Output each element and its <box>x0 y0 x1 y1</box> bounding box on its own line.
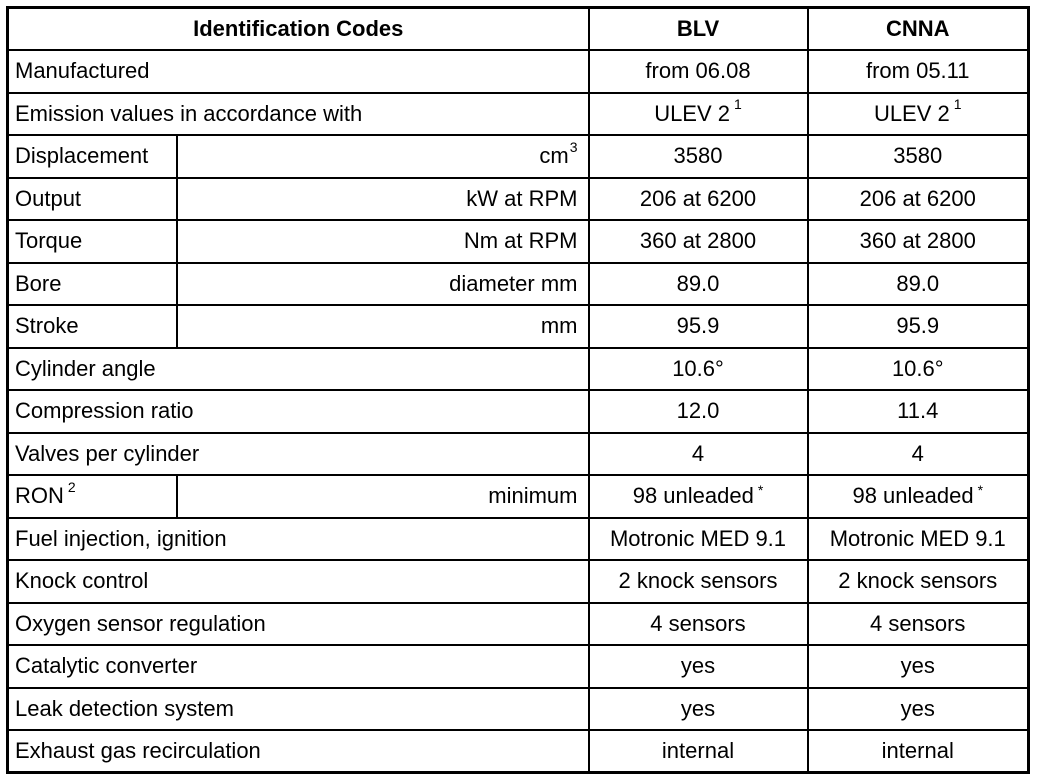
table-row <box>8 348 1029 391</box>
cnna-value: yes <box>808 688 1029 731</box>
cnna-value: yes <box>808 645 1029 688</box>
row-label: Output <box>8 178 177 221</box>
blv-value: 4 <box>589 433 808 476</box>
footnote-marker: 1 <box>953 96 962 113</box>
table-row <box>8 433 1029 476</box>
blv-value <box>589 93 808 136</box>
cnna-value: Motronic MED 9.1 <box>808 518 1029 561</box>
row-label: Manufactured <box>8 50 589 93</box>
row-label: Leak detection system <box>8 688 589 731</box>
table-row <box>8 560 1029 603</box>
blv-value: 2 knock sensors <box>589 560 808 603</box>
cnna-value-text: ULEV 2 <box>873 100 950 126</box>
table-row <box>8 305 1029 348</box>
header-blv: BLV <box>589 8 808 51</box>
row-label: Valves per cylinder <box>8 433 589 476</box>
table-row <box>8 603 1029 646</box>
cnna-value: 11.4 <box>808 390 1029 433</box>
row-label: Fuel injection, ignition <box>8 518 589 561</box>
table-row <box>8 135 1029 178</box>
row-label: Stroke <box>8 305 177 348</box>
table-row <box>8 688 1029 731</box>
cnna-value: 4 sensors <box>808 603 1029 646</box>
blv-value: 360 at 2800 <box>589 220 808 263</box>
blv-value: 3580 <box>589 135 808 178</box>
blv-value-text: 98 unleaded <box>632 483 754 509</box>
row-unit: diameter mm <box>177 263 589 306</box>
cnna-value <box>808 93 1029 136</box>
cnna-value: from 05.11 <box>808 50 1029 93</box>
unit-text: cm <box>539 143 569 169</box>
cnna-value-text: 98 unleaded <box>852 483 974 509</box>
row-label <box>8 475 177 518</box>
table-row <box>8 50 1029 93</box>
blv-value: internal <box>589 730 808 773</box>
label-text: RON <box>15 483 64 509</box>
row-label: Torque <box>8 220 177 263</box>
blv-value-text: ULEV 2 <box>654 100 731 126</box>
table-row <box>8 220 1029 263</box>
blv-value: yes <box>589 688 808 731</box>
blv-value: from 06.08 <box>589 50 808 93</box>
table-row <box>8 390 1029 433</box>
unit-superscript: 3 <box>569 138 578 155</box>
row-label: Knock control <box>8 560 589 603</box>
blv-value: 206 at 6200 <box>589 178 808 221</box>
blv-value: 12.0 <box>589 390 808 433</box>
row-label: Displacement <box>8 135 177 178</box>
asterisk-marker: * <box>757 481 764 498</box>
blv-value: 4 sensors <box>589 603 808 646</box>
cnna-value: 3580 <box>808 135 1029 178</box>
row-unit: mm <box>177 305 589 348</box>
cnna-value: 2 knock sensors <box>808 560 1029 603</box>
cnna-value: internal <box>808 730 1029 773</box>
header-cnna: CNNA <box>808 8 1029 51</box>
blv-value: 95.9 <box>589 305 808 348</box>
asterisk-marker: * <box>977 481 984 498</box>
cnna-value <box>808 475 1029 518</box>
cnna-value: 206 at 6200 <box>808 178 1029 221</box>
table-row <box>8 475 1029 518</box>
row-label: Emission values in accordance with <box>8 93 589 136</box>
row-label: Oxygen sensor regulation <box>8 603 589 646</box>
footnote-marker: 2 <box>67 478 76 495</box>
table-row <box>8 178 1029 221</box>
row-label: Exhaust gas recirculation <box>8 730 589 773</box>
header-row <box>8 8 1029 51</box>
table-row <box>8 93 1029 136</box>
blv-value: yes <box>589 645 808 688</box>
blv-value <box>589 475 808 518</box>
row-unit: Nm at RPM <box>177 220 589 263</box>
row-label: Cylinder angle <box>8 348 589 391</box>
row-label: Bore <box>8 263 177 306</box>
row-label: Compression ratio <box>8 390 589 433</box>
cnna-value: 10.6° <box>808 348 1029 391</box>
row-unit: minimum <box>177 475 589 518</box>
blv-value: 89.0 <box>589 263 808 306</box>
footnote-marker: 1 <box>734 96 742 113</box>
cnna-value: 360 at 2800 <box>808 220 1029 263</box>
row-label: Catalytic converter <box>8 645 589 688</box>
row-unit <box>177 135 589 178</box>
row-unit: kW at RPM <box>177 178 589 221</box>
table-row <box>8 518 1029 561</box>
cnna-value: 95.9 <box>808 305 1029 348</box>
blv-value: Motronic MED 9.1 <box>589 518 808 561</box>
header-identification-codes: Identification Codes <box>8 8 589 51</box>
table-row <box>8 263 1029 306</box>
cnna-value: 4 <box>808 433 1029 476</box>
table-row <box>8 730 1029 773</box>
engine-spec-table <box>6 6 1030 774</box>
cnna-value: 89.0 <box>808 263 1029 306</box>
table-row <box>8 645 1029 688</box>
blv-value: 10.6° <box>589 348 808 391</box>
